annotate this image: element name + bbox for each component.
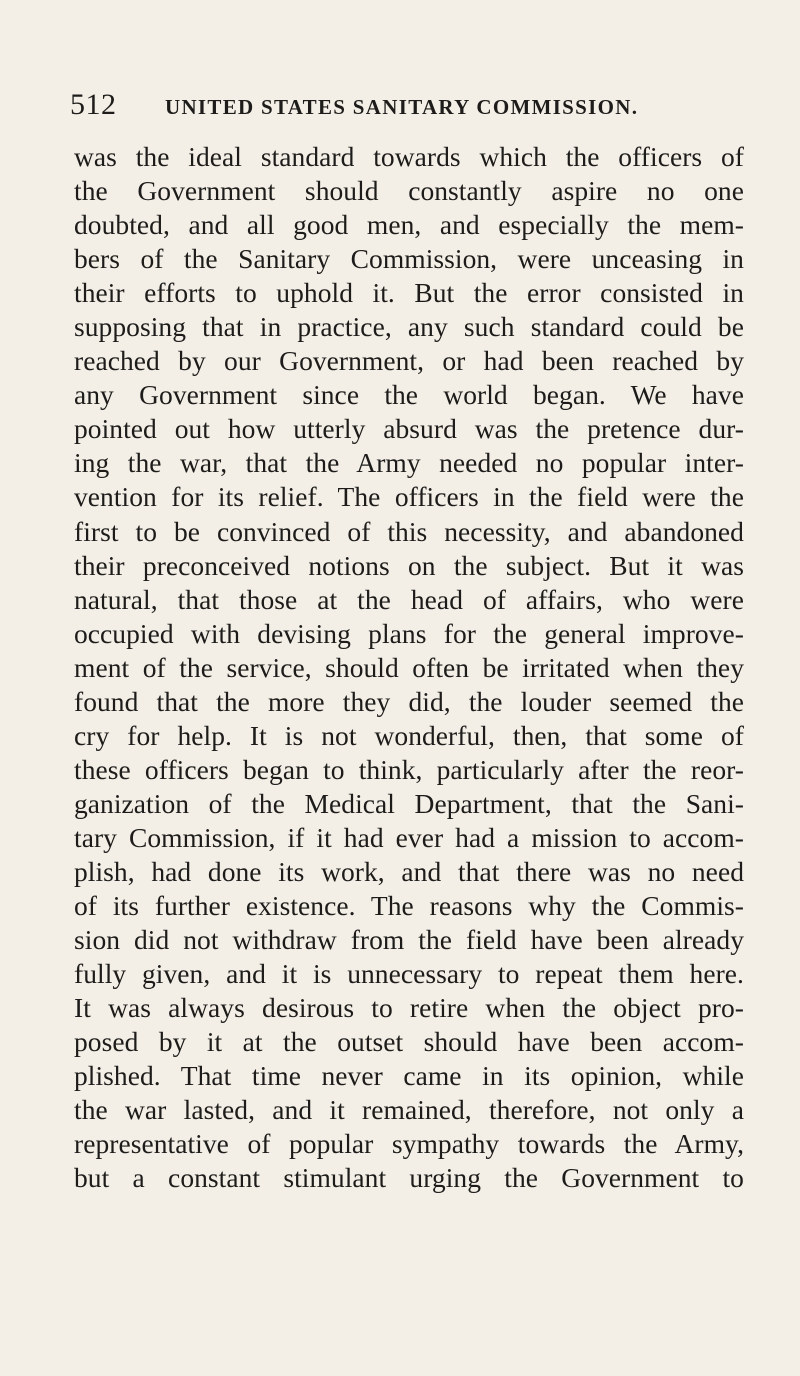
page-number: 512 (70, 88, 117, 121)
text-line: representative of popular sympathy towards the Army, (74, 1128, 744, 1160)
text-line: occupied with devising plans for the general improve- (74, 617, 744, 649)
page-header (70, 88, 750, 128)
text-line: the Government should constantly aspire no one (74, 175, 744, 207)
text-line: sion did not withdraw from the field have been already (74, 924, 744, 956)
text-line: ing the war, that the Army needed no popular inter- (74, 447, 744, 479)
text-line: their preconceived notions on the subject. But it was (74, 549, 744, 581)
text-line: but a constant stimulant urging the Government to (74, 1162, 744, 1194)
text-line: fully given, and it is unnecessary to repeat them here. (74, 958, 744, 990)
text-line: doubted, and all good men, and especially the mem- (74, 209, 744, 241)
text-line: pointed out how utterly absurd was the pretence dur- (74, 413, 744, 445)
text-line: posed by it at the outset should have been accom- (74, 1026, 744, 1058)
text-line: It was always desirous to retire when the object pro- (74, 992, 744, 1024)
text-line: ment of the service, should often be irritated when they (74, 651, 744, 683)
text-line: reached by our Government, or had been reached by (74, 345, 744, 377)
text-line: of its further existence. The reasons why the Commis- (74, 890, 744, 922)
text-line: any Government since the world began. We have (74, 379, 744, 411)
text-line: tary Commission, if it had ever had a mission to accom- (74, 821, 744, 853)
text-line: plished. That time never came in its opinion, while (74, 1060, 744, 1092)
running-title: UNITED STATES SANITARY COMMISSION. (165, 95, 639, 119)
body-text (74, 140, 744, 1195)
text-line: the war lasted, and it remained, therefore, not only a (74, 1094, 744, 1126)
text-line: ganization of the Medical Department, that the Sani- (74, 787, 744, 819)
text-line: these officers began to think, particularly after the reor- (74, 753, 744, 785)
text-line: plish, had done its work, and that there was no need (74, 855, 744, 887)
text-line: vention for its relief. The officers in the field were the (74, 481, 744, 513)
text-line: found that the more they did, the louder seemed the (74, 685, 744, 717)
text-line: natural, that those at the head of affairs, who were (74, 583, 744, 615)
text-line: cry for help. It is not wonderful, then, that some of (74, 719, 744, 751)
text-line: their efforts to uphold it. But the error consisted in (74, 277, 744, 309)
text-line: supposing that in practice, any such standard could be (74, 311, 744, 343)
text-line: was the ideal standard towards which the officers of (74, 141, 744, 172)
text-line: bers of the Sanitary Commission, were unceasing in (74, 243, 744, 275)
text-line: first to be convinced of this necessity, and abandoned (74, 515, 744, 547)
